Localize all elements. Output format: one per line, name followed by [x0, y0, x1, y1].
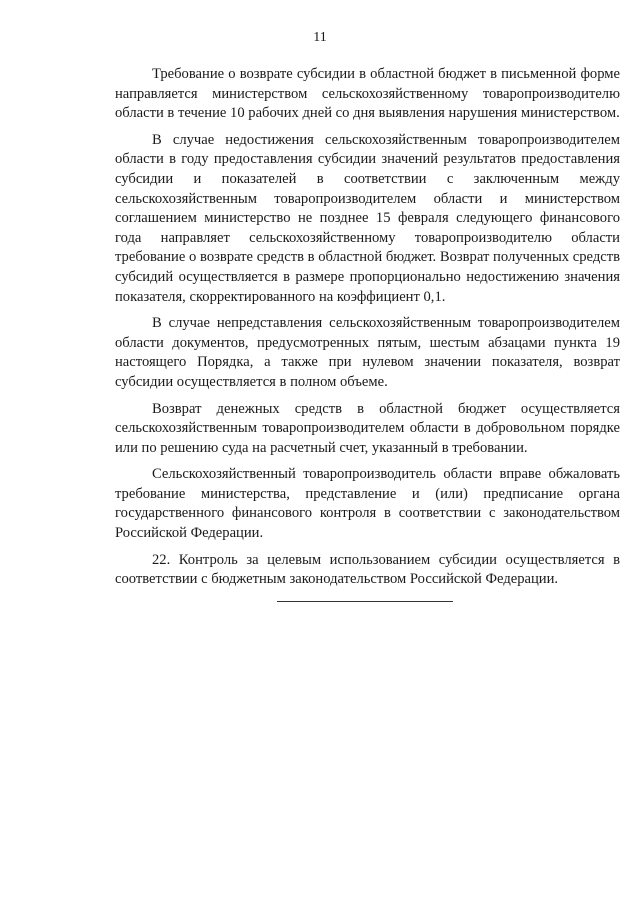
page-number: 11 — [313, 30, 327, 45]
document-body — [115, 65, 620, 597]
end-divider-line — [277, 601, 453, 602]
paragraph-appeal-right: Сельскохозяйственный товаропроизводитель области вправе обжаловать требование министерства, представление и (или) предписание органа государственного финансового контроля в соответствии с законодательством Российской Федерации. — [115, 466, 620, 542]
paragraph-documents-not-submitted: В случае непредставления сельскохозяйственным товаропроизводителем области документов, предусмотренных пятым, шестым абзацами пункта 19 настоящего Порядка, а также при нулевом значении показателя, возврат субсидии осуществляется в полном объеме. — [115, 315, 620, 390]
paragraph-control-item-22: 22. Контроль за целевым использованием субсидии осуществляется в соответствии с бюджетным законодательством Российской Федерации. — [115, 551, 620, 588]
paragraph-result-not-achieved: В случае недостижения сельскохозяйственным товаропроизводителем области в году предоставления субсидии значений результатов предоставления субсидии и показателей в соответствии с заключенным между сельскохозяйственным товаропроизводителем области и министерством соглашением министерство не позднее 15 февраля следующего финансового года направляет сельскохозяйственному товаропроизводителю области требование о возврате средств в областной бюджет. Возврат полученных средств субсидий осуществляется в размере пропорционально недостижению значения показателя, скорректированного на коэффициент 0,1. — [115, 131, 620, 305]
paragraph-refund-procedure: Возврат денежных средств в областной бюджет осуществляется сельскохозяйственным товаропроизводителем области в добровольном порядке или по решению суда на расчетный счет, указанный в требовании. — [115, 400, 620, 456]
paragraph-subsidy-return-requirement: Требование о возврате субсидии в областной бюджет в письменной форме направляется министерством сельскохозяйственному товаропроизводителю области в течение 10 рабочих дней со дня выявления нарушения министерством. — [115, 66, 620, 122]
